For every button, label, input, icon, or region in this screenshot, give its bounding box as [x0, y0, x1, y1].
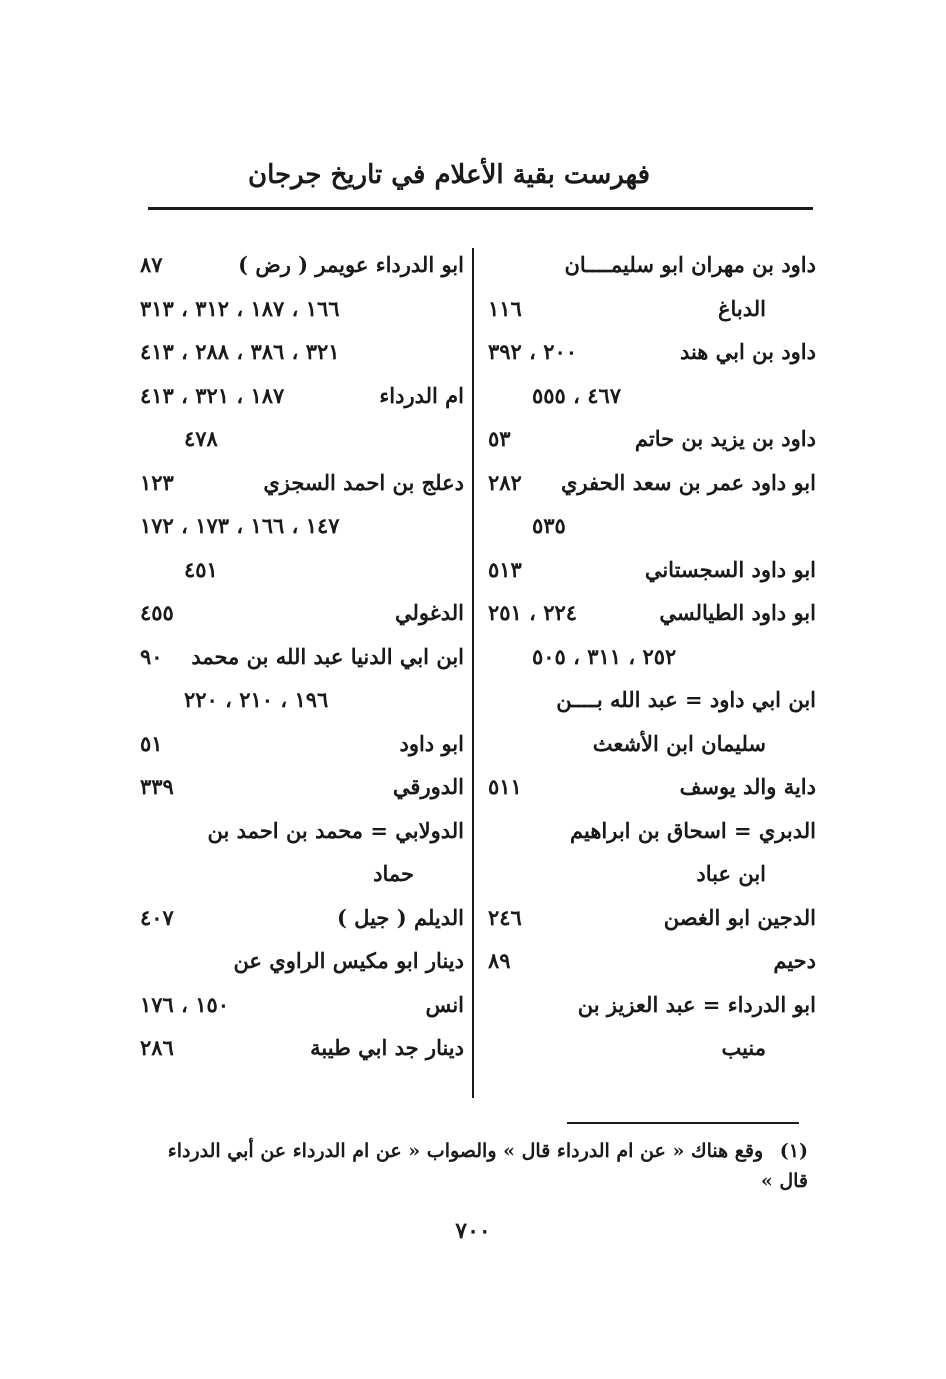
entry-pages: ١٦٦ ، ١٨٧ ، ٣١٢ ، ٣١٣ — [140, 295, 340, 321]
index-entry — [488, 591, 816, 635]
entry-pages: ٥٣ — [488, 426, 511, 451]
entry-pages: ٥١١ — [488, 774, 522, 799]
index-entry — [140, 896, 464, 940]
index-column-left — [140, 243, 464, 1070]
entry-pages: ٨٩ — [488, 948, 511, 973]
entry-pages: ٩٠ — [140, 643, 163, 669]
index-entry — [140, 809, 464, 853]
entry-name: الدورقي — [392, 774, 464, 799]
page-number: ٧٠٠ — [455, 1218, 491, 1244]
entry-name: داود بن يزيد بن حاتم — [634, 426, 816, 451]
column-divider — [472, 248, 474, 1098]
entry-name: ابو داود عمر بن سعد الحفري — [560, 469, 816, 495]
index-entry — [488, 678, 816, 722]
entry-name: حماد — [373, 861, 414, 886]
footnote-text: وقع هناك « عن ام الدرداء قال » والصواب « عن ام الدرداء عن أبي الدرداء قال » — [167, 1140, 808, 1192]
entry-name: ابن ابي الدنيا عبد الله بن محمد — [191, 643, 464, 669]
index-entry — [488, 243, 816, 287]
index-entry — [140, 678, 464, 722]
entry-pages: ٤٧٨ — [184, 426, 218, 451]
index-entry — [488, 287, 816, 331]
index-entry — [488, 939, 816, 983]
index-entry — [140, 548, 464, 592]
entry-name: ابن ابي داود = عبد الله بــــن — [556, 687, 816, 712]
index-entry — [488, 1026, 816, 1070]
entry-name: الديلم ( جيل ) — [336, 904, 464, 930]
entry-name: الدباغ — [717, 295, 766, 321]
entry-pages: ٢٨٢ — [488, 469, 522, 495]
entry-pages: ٣٣٩ — [140, 774, 174, 799]
index-entry — [140, 722, 464, 766]
entry-pages: ١٥٠ ، ١٧٦ — [140, 991, 230, 1017]
entry-name: انس — [425, 991, 464, 1017]
index-entry — [488, 417, 816, 461]
entry-pages: ٥١ — [140, 730, 163, 756]
index-entry — [140, 243, 464, 287]
entry-pages: ١١٦ — [488, 295, 522, 321]
entry-name: سليمان ابن الأشعث — [592, 730, 766, 756]
entry-pages: ١٩٦ ، ٢١٠ ، ٢٢٠ — [184, 687, 329, 712]
entry-name: ابو الدرداء عويمر ( رض ) — [238, 252, 464, 277]
index-entry — [140, 330, 464, 374]
entry-pages: ٨٧ — [140, 252, 163, 277]
header-rule — [148, 207, 813, 210]
index-entry — [140, 591, 464, 635]
index-entry — [140, 504, 464, 548]
entry-pages: ٢٠٠ ، ٣٩٢ — [488, 339, 578, 364]
entry-pages: ١٢٣ — [140, 469, 174, 495]
entry-name: الدولابي = محمد بن احمد بن — [207, 817, 464, 843]
index-entry — [140, 1026, 464, 1070]
entry-pages: ٤٦٧ ، ٥٥٥ — [532, 382, 622, 408]
index-entry — [488, 852, 816, 896]
index-entry — [488, 765, 816, 809]
index-column-right — [488, 243, 816, 1070]
index-entry — [488, 722, 816, 766]
entry-pages: ١٤٧ ، ١٦٦ ، ١٧٣ ، ١٧٢ — [140, 513, 340, 538]
entry-name: داود بن ابي هند — [679, 339, 816, 364]
index-entry — [140, 983, 464, 1027]
entry-name: ابو الدرداء = عبد العزيز بن — [577, 991, 816, 1017]
footnote — [140, 1136, 808, 1196]
entry-pages: ٢٤٦ — [488, 904, 522, 930]
entry-pages: ٤٥٥ — [140, 600, 174, 625]
index-entry — [488, 635, 816, 679]
entry-pages: ٢٢٤ ، ٢٥١ — [488, 600, 578, 625]
index-entry — [140, 417, 464, 461]
entry-name: دينار جد ابي طيبة — [310, 1035, 464, 1060]
footnote-rule — [567, 1122, 799, 1124]
entry-name: ابن عباد — [696, 861, 766, 886]
entry-name: ام الدرداء — [379, 382, 464, 408]
entry-pages: ٤٥١ — [184, 556, 218, 582]
entry-pages: ٥٣٥ — [532, 513, 566, 538]
index-entry — [140, 939, 464, 983]
index-entry — [140, 461, 464, 505]
entry-name: الدجين ابو الغصن — [663, 904, 816, 930]
footnote-marker: (١) — [779, 1140, 808, 1162]
entry-name: منيب — [721, 1035, 766, 1060]
index-entry — [140, 852, 464, 896]
entry-name: الدغولي — [395, 600, 464, 625]
index-entry — [140, 635, 464, 679]
index-entry — [488, 374, 816, 418]
entry-name: دعلج بن احمد السجزي — [263, 469, 464, 495]
entry-pages: ٢٥٢ ، ٣١١ ، ٥٠٥ — [532, 643, 677, 669]
index-entry — [140, 374, 464, 418]
index-entry — [488, 896, 816, 940]
index-entry — [488, 330, 816, 374]
index-entry — [140, 287, 464, 331]
index-entry — [488, 504, 816, 548]
index-entry — [488, 809, 816, 853]
index-entry — [140, 765, 464, 809]
entry-pages: ٢٨٦ — [140, 1035, 174, 1060]
entry-pages: ١٨٧ ، ٣٢١ ، ٤١٣ — [140, 382, 285, 408]
entry-pages: ٤٠٧ — [140, 904, 174, 930]
entry-name: داية والد يوسف — [679, 774, 816, 799]
entry-pages: ٣٢١ ، ٣٨٦ ، ٢٨٨ ، ٤١٣ — [140, 339, 340, 364]
page-header-title: فهرست بقية الأعلام في تاريخ جرجان — [247, 160, 650, 190]
index-entry — [488, 461, 816, 505]
entry-name: دينار ابو مكيس الراوي عن — [233, 948, 464, 973]
entry-name: الدبري = اسحاق بن ابراهيم — [570, 817, 816, 843]
entry-name: دحيم — [773, 948, 816, 973]
entry-name: ابو داود الطيالسي — [659, 600, 816, 625]
entry-name: داود بن مهران ابو سليمــــان — [564, 252, 816, 277]
entry-name: ابو داود — [399, 730, 464, 756]
entry-pages: ٥١٣ — [488, 556, 522, 582]
index-entry — [488, 983, 816, 1027]
entry-name: ابو داود السجستاني — [644, 556, 816, 582]
index-entry — [488, 548, 816, 592]
